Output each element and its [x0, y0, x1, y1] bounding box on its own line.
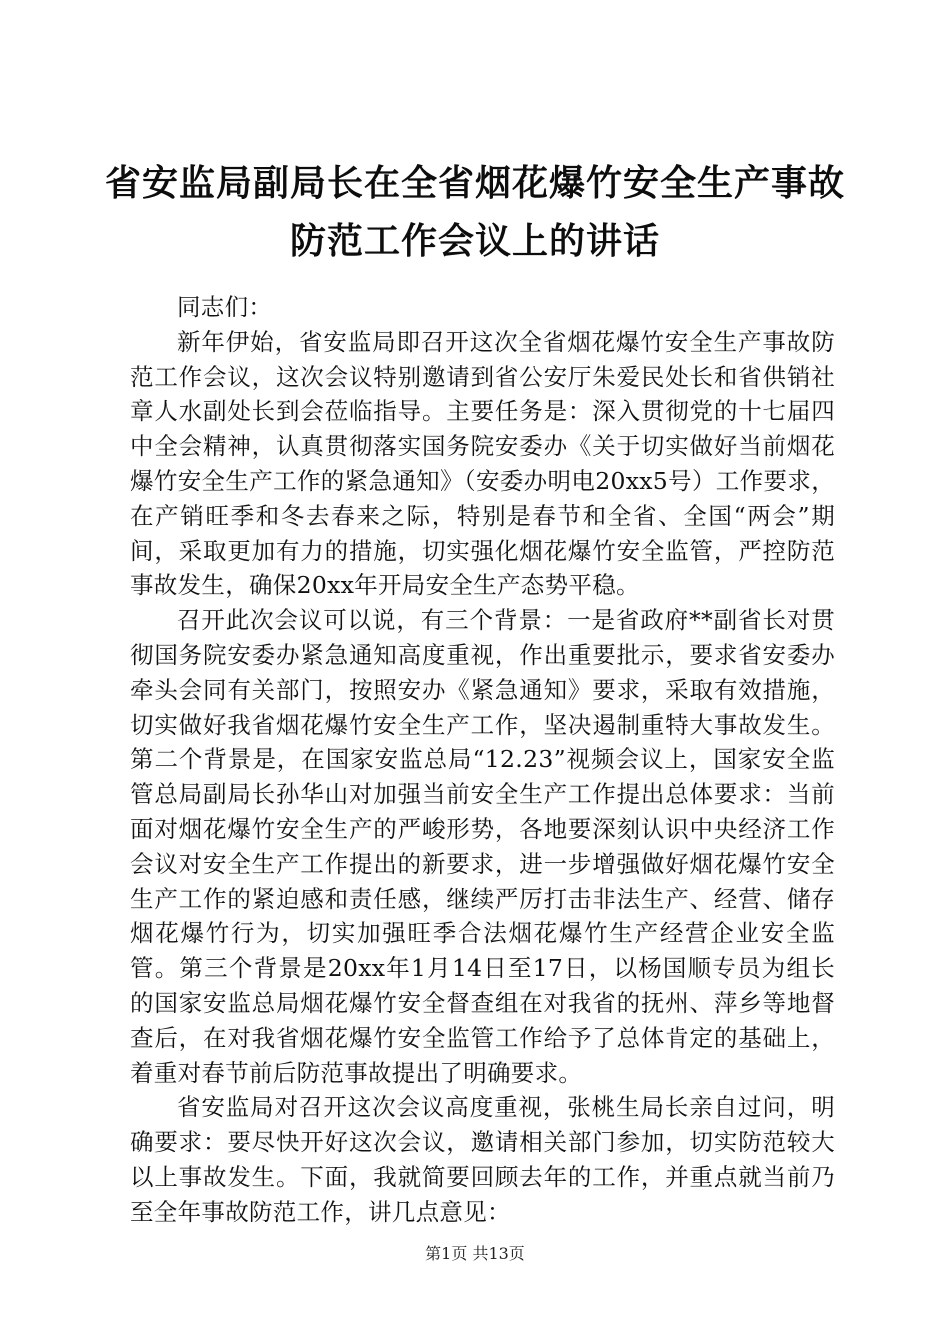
salutation: 同志们： — [177, 293, 273, 321]
document-title-line-1: 省安监局副局长在全省烟花爆竹安全生产事故 — [104, 163, 845, 204]
page-footer: 第1页 共13页 — [425, 1244, 525, 1263]
document-title-line-2: 防范工作会议上的讲话 — [289, 221, 660, 262]
paragraph-1: 新年伊始，省安监局即召开这次全省烟花爆竹安全生产事故防范工作会议，这次会议特别邀请到省公安厅朱爱民处长和省供销社章人水副处长到会莅临指导。主要任务是：深入贯彻党的十七届四中全会精神，认真贯彻落实国务院安委办《关于切实做好当前烟花爆竹安全生产工作的紧急通知》（安委办明电20xx5号）工作要求，在产销旺季和冬去春来之际，特别是春节和全省、全国“两会”期间，采取更加有力的措施，切实强化烟花爆竹安全监管，严控防范事故发生，确保20xx年开局安全生产态势平稳。 — [130, 327, 835, 600]
paragraph-2: 召开此次会议可以说，有三个背景：一是省政府**副省长对贯彻国务院安委办紧急通知高度重视，作出重要批示，要求省安委办牵头会同有关部门，按照安办《紧急通知》要求，采取有效措施，切实做好我省烟花爆竹安全生产工作，坚决遏制重特大事故发生。第二个背景是，在国家安监总局“12.23”视频会议上，国家安全监管总局副局长孙华山对加强当前安全生产工作提出总体要求：当前面对烟花爆竹安全生产的严峻形势，各地要深刻认识中央经济工作会议对安全生产工作提出的新要求，进一步增强做好烟花爆竹安全生产工作的紧迫感和责任感，继续严厉打击非法生产、经营、储存烟花爆竹行为，切实加强旺季合法烟花爆竹生产经营企业安全监管。第三个背景是20xx年1月14日至17日，以杨国顺专员为组长的国家安监总局烟花爆竹安全督查组在对我省的抚州、萍乡等地督查后，在对我省烟花爆竹安全监管工作给予了总体肯定的基础上，着重对春节前后防范事故提出了明确要求。 — [130, 606, 835, 1087]
paragraph-3: 省安监局对召开这次会议高度重视，张桃生局长亲自过问，明确要求：要尽快开好这次会议，邀请相关部门参加，切实防范较大以上事故发生。下面，我就简要回顾去年的工作，并重点就当前乃至全年事故防范工作，讲几点意见： — [130, 1093, 835, 1226]
document-body — [130, 290, 835, 1230]
